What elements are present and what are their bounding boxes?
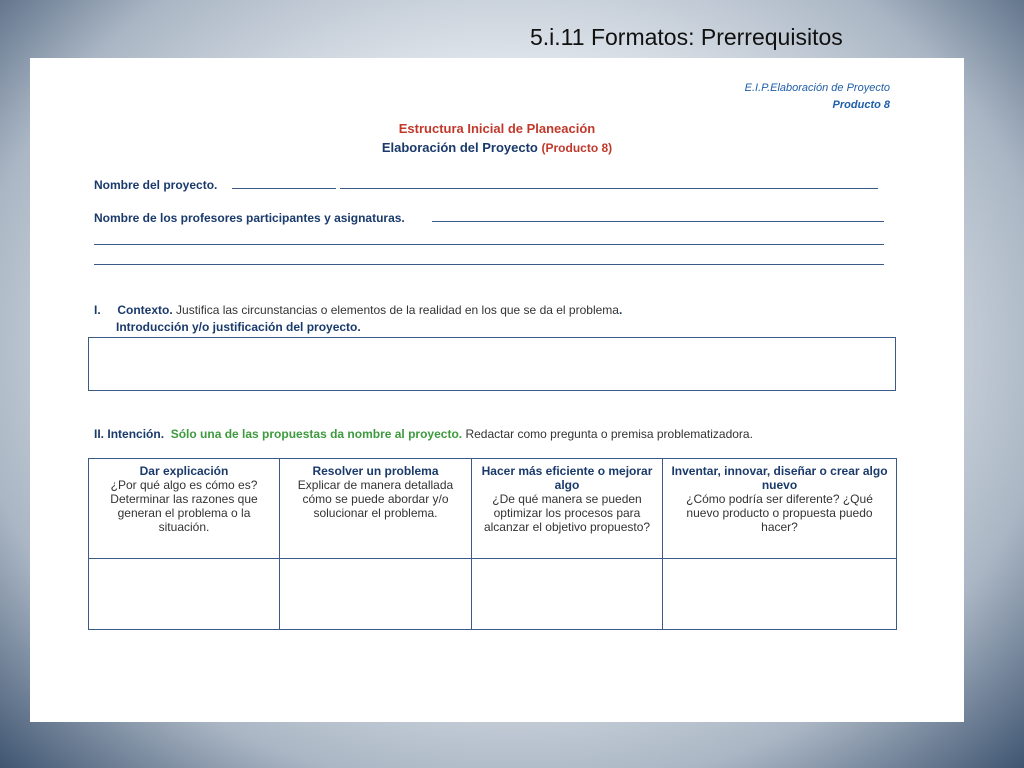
intention-table-answer-row xyxy=(89,558,897,629)
document-header-line1: E.I.P.Elaboración de Proyecto xyxy=(744,82,890,94)
column-body: ¿De qué manera se pueden optimizar los procesos para alcanzar el objetivo propuesto? xyxy=(483,492,651,534)
column-body: ¿Cómo podría ser diferente? ¿Qué nuevo producto o propuesta puedo hacer? xyxy=(686,492,873,534)
teachers-line-1[interactable] xyxy=(432,221,884,222)
teachers-line-3[interactable] xyxy=(94,264,884,265)
section2-text: Redactar como pregunta o premisa problematizadora. xyxy=(465,427,753,441)
section1-number: I. xyxy=(94,303,101,317)
intention-table xyxy=(88,458,897,630)
intention-table-header-row xyxy=(89,459,897,559)
column-title: Resolver un problema xyxy=(312,464,439,478)
intention-column-2 xyxy=(280,459,472,559)
intention-column-4 xyxy=(663,459,897,559)
column-title: Dar explicación xyxy=(139,464,229,478)
section1-subtitle xyxy=(116,320,361,334)
section1-label: Contexto. xyxy=(117,303,173,317)
column-body: ¿Por qué algo es cómo es? Determinar las razones que generan el problema o la situación. xyxy=(110,478,258,534)
project-name-label: Nombre del proyecto. xyxy=(94,178,218,192)
section2-label: Intención. xyxy=(107,427,165,441)
context-textbox[interactable] xyxy=(88,337,896,391)
section2-heading xyxy=(94,427,753,441)
section1-period: . xyxy=(618,303,623,317)
project-name-line[interactable] xyxy=(340,188,878,189)
document-subtitle-text: Elaboración del Proyecto xyxy=(381,140,538,155)
section2-highlight: Sólo una de las propuestas da nombre al proyecto. xyxy=(170,427,463,441)
intention-column-1 xyxy=(89,459,280,559)
section1-heading xyxy=(94,303,622,317)
intention-column-3 xyxy=(472,459,663,559)
answer-cell-1[interactable] xyxy=(89,558,280,629)
document-header-line2: Producto 8 xyxy=(832,99,890,111)
section2-number: II. xyxy=(94,427,105,441)
column-body: Explicar de manera detallada cómo se puede abordar y/o solucionar el problema. xyxy=(297,478,454,520)
answer-cell-3[interactable] xyxy=(472,558,663,629)
answer-cell-2[interactable] xyxy=(280,558,472,629)
document-page xyxy=(30,58,964,722)
answer-cell-4[interactable] xyxy=(663,558,897,629)
section1-text: Justifica las circunstancias o elementos de la realidad en los que se da el problema xyxy=(176,303,619,317)
teachers-line-2[interactable] xyxy=(94,244,884,245)
slide-title: 5.i.11 Formatos: Prerrequisitos xyxy=(530,24,843,50)
project-name-line-short xyxy=(232,188,336,189)
document-subtitle-tag: (Producto 8) xyxy=(541,141,613,155)
column-title: Hacer más eficiente o mejorar algo xyxy=(481,464,653,492)
teachers-label: Nombre de los profesores participantes y asignaturas. xyxy=(94,211,405,225)
document-subtitle xyxy=(30,140,964,155)
column-title: Inventar, innovar, diseñar o crear algo nuevo xyxy=(671,464,888,492)
section1-subtitle-text: Introducción y/o justificación del proyecto. xyxy=(116,320,361,334)
document-title: Estructura Inicial de Planeación xyxy=(398,121,596,136)
